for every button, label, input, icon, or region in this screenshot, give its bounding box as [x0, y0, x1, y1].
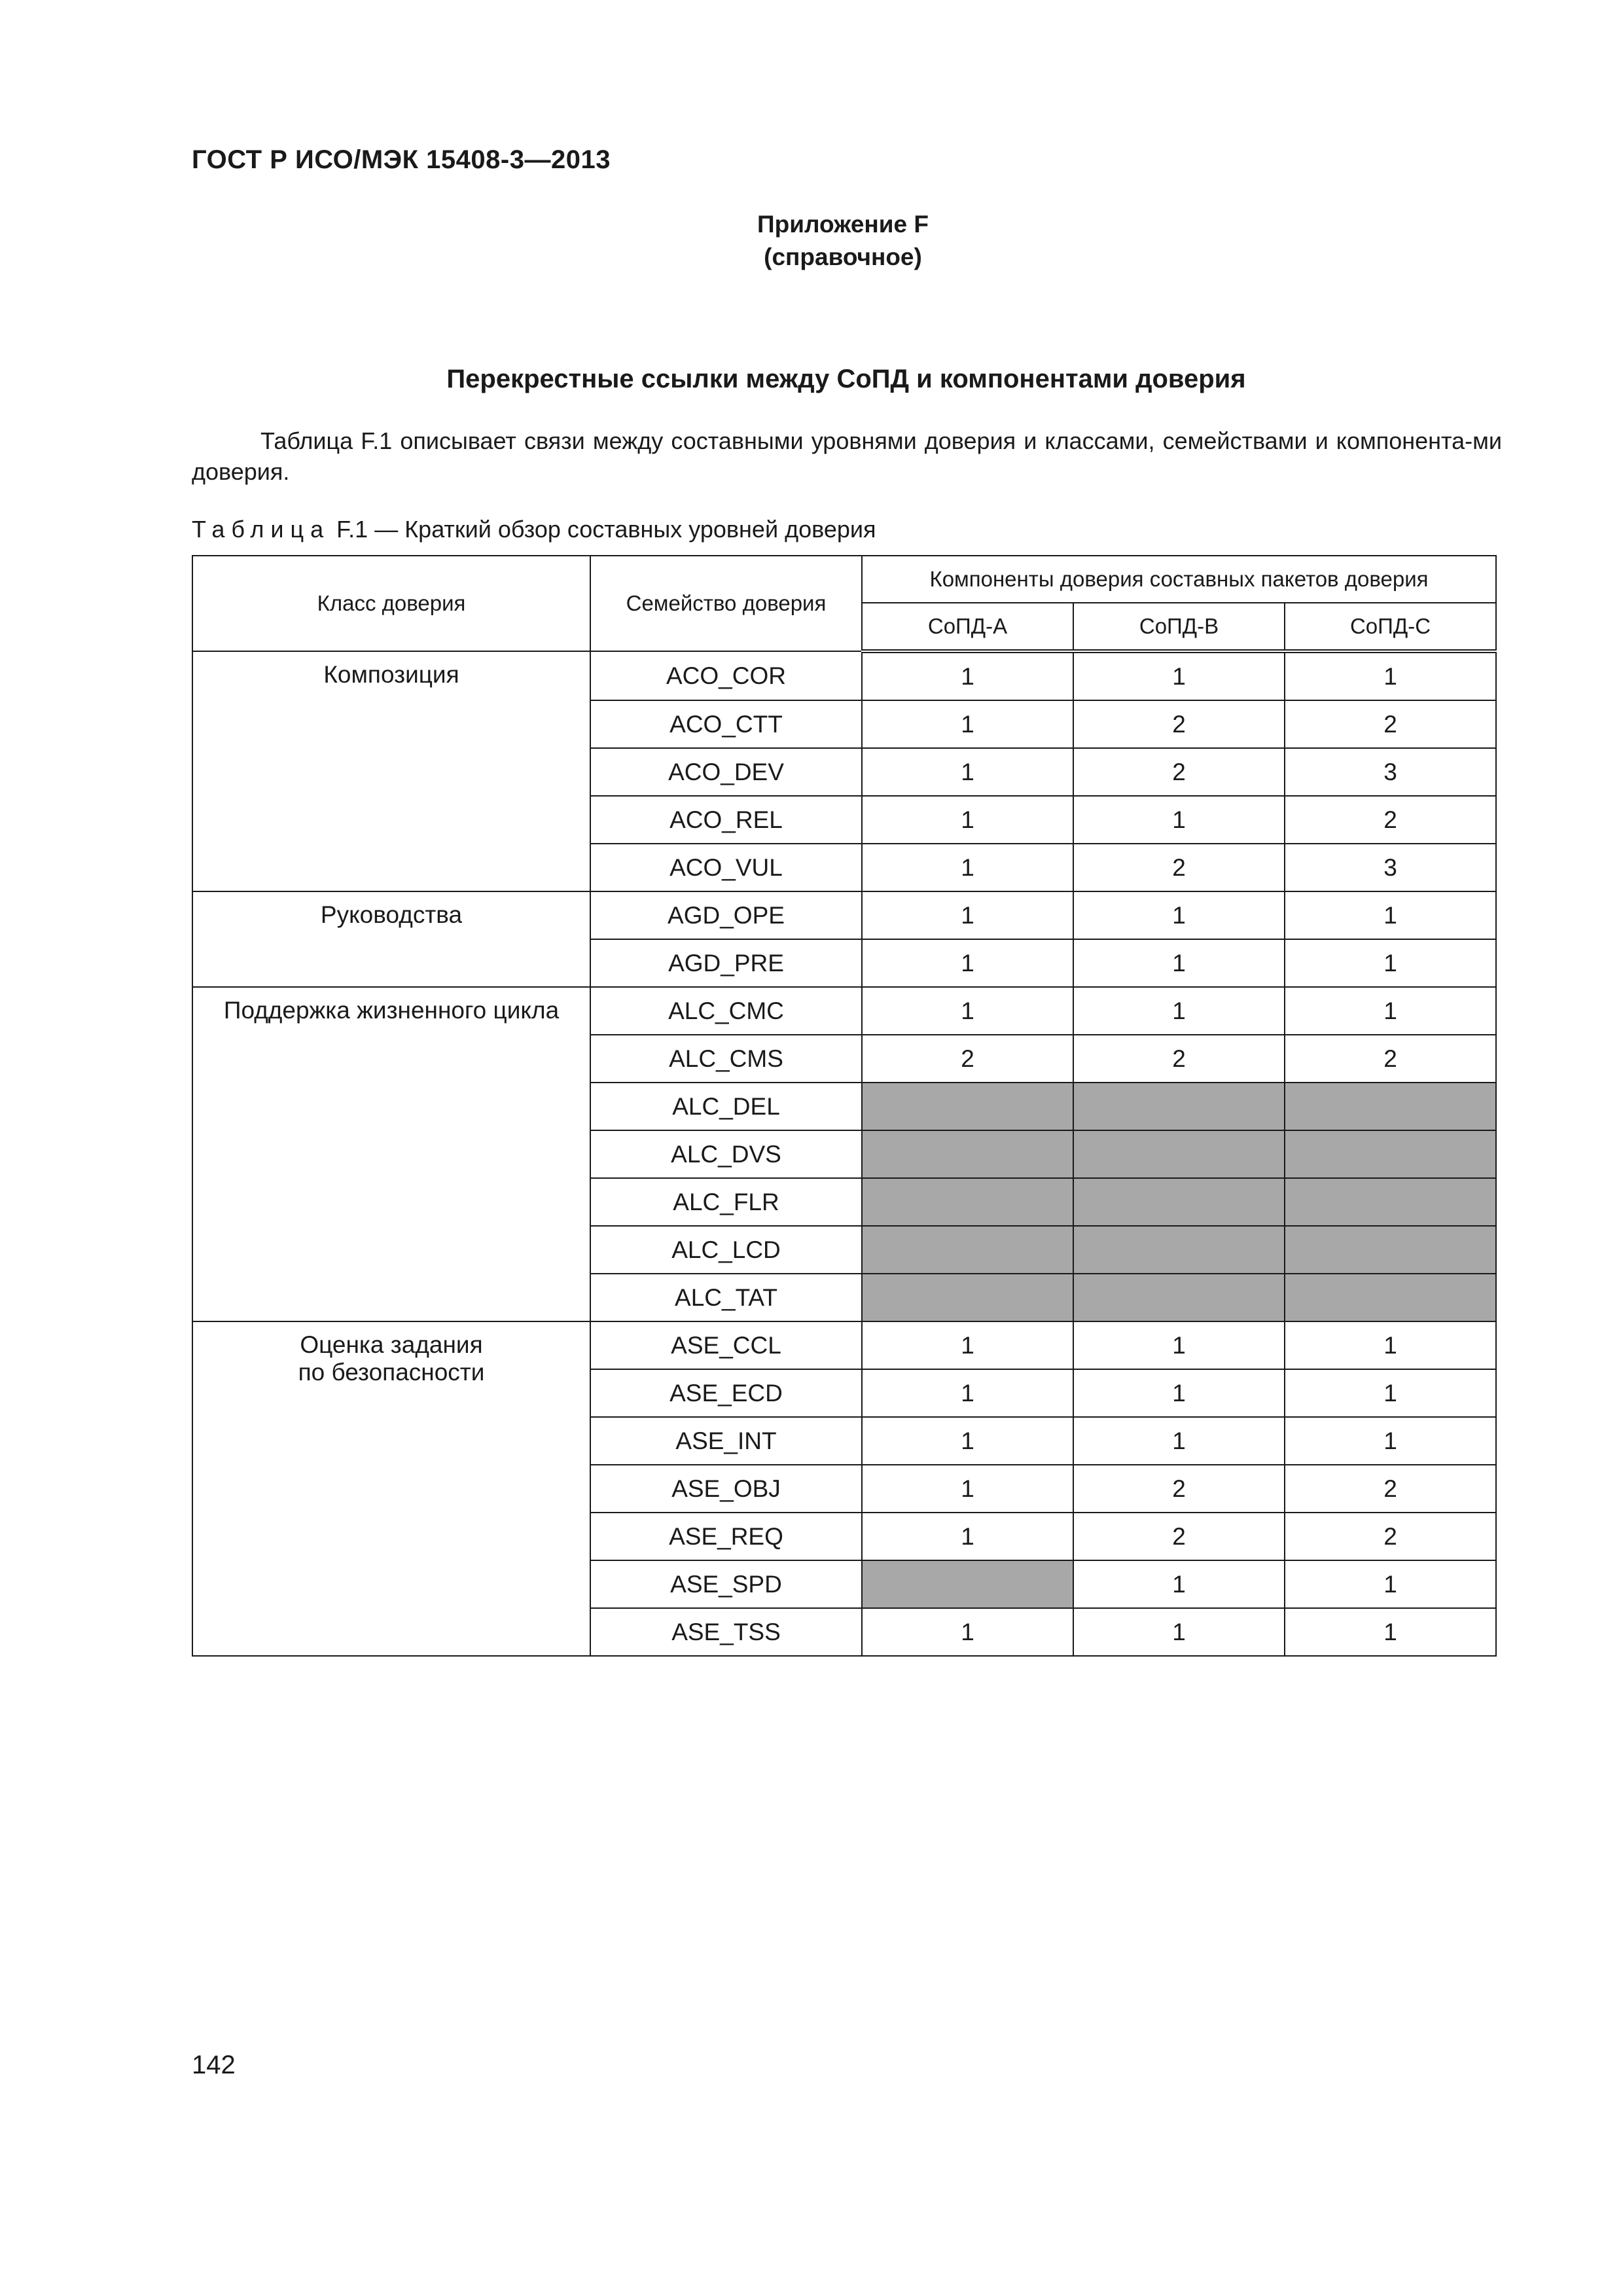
value-cell-c: 3 — [1285, 748, 1496, 796]
value-cell-c: 1 — [1285, 1417, 1496, 1465]
value-cell-b: 1 — [1073, 1608, 1285, 1656]
shaded-cell-a — [862, 1130, 1073, 1178]
shaded-cell-b — [1073, 1274, 1285, 1321]
header-sopd-c: СоПД-С — [1285, 603, 1496, 651]
shaded-cell-c — [1285, 1083, 1496, 1130]
shaded-cell-b — [1073, 1130, 1285, 1178]
value-cell-a: 1 — [862, 796, 1073, 844]
value-cell-c: 1 — [1285, 1321, 1496, 1369]
family-cell: ACO_VUL — [590, 844, 862, 891]
shaded-cell-c — [1285, 1178, 1496, 1226]
family-cell: ASE_OBJ — [590, 1465, 862, 1513]
shaded-cell-c — [1285, 1274, 1496, 1321]
value-cell-c: 1 — [1285, 939, 1496, 987]
value-cell-b: 2 — [1073, 844, 1285, 891]
shaded-cell-a — [862, 1560, 1073, 1608]
family-cell: AGD_OPE — [590, 891, 862, 939]
value-cell-a: 1 — [862, 748, 1073, 796]
family-cell: ALC_DVS — [590, 1130, 862, 1178]
family-cell: AGD_PRE — [590, 939, 862, 987]
value-cell-c: 3 — [1285, 844, 1496, 891]
table-row — [192, 987, 1496, 1035]
value-cell-b: 1 — [1073, 1369, 1285, 1417]
value-cell-c: 1 — [1285, 651, 1496, 700]
annex-kind: (справочное) — [764, 243, 922, 270]
table-row — [192, 651, 1496, 700]
document-code: ГОСТ Р ИСО/МЭК 15408-3—2013 — [192, 145, 611, 174]
assurance-table — [192, 555, 1497, 1657]
value-cell-c: 2 — [1285, 1513, 1496, 1560]
shaded-cell-b — [1073, 1083, 1285, 1130]
value-cell-a: 1 — [862, 1321, 1073, 1369]
family-cell: ASE_ECD — [590, 1369, 862, 1417]
header-sopd-b: СоПД-В — [1073, 603, 1285, 651]
family-cell: ALC_CMC — [590, 987, 862, 1035]
annex-label: Приложение F — [757, 211, 929, 238]
class-cell: Композиция — [192, 651, 590, 891]
family-cell: ACO_REL — [590, 796, 862, 844]
value-cell-b: 2 — [1073, 1513, 1285, 1560]
shaded-cell-b — [1073, 1178, 1285, 1226]
annex-heading — [0, 208, 1623, 274]
value-cell-b: 2 — [1073, 748, 1285, 796]
shaded-cell-a — [862, 1083, 1073, 1130]
value-cell-b: 2 — [1073, 1035, 1285, 1083]
header-sopd-a: СоПД-А — [862, 603, 1073, 651]
value-cell-a: 1 — [862, 891, 1073, 939]
family-cell: ACO_COR — [590, 651, 862, 700]
class-cell: Руководства — [192, 891, 590, 987]
value-cell-a: 1 — [862, 1608, 1073, 1656]
value-cell-b: 1 — [1073, 651, 1285, 700]
value-cell-b: 1 — [1073, 796, 1285, 844]
class-cell: Поддержка жизненного цикла — [192, 987, 590, 1321]
value-cell-a: 2 — [862, 1035, 1073, 1083]
value-cell-b: 1 — [1073, 1321, 1285, 1369]
value-cell-a: 1 — [862, 1369, 1073, 1417]
value-cell-a: 1 — [862, 1417, 1073, 1465]
family-cell: ASE_SPD — [590, 1560, 862, 1608]
value-cell-c: 2 — [1285, 700, 1496, 748]
value-cell-c: 1 — [1285, 891, 1496, 939]
value-cell-b: 1 — [1073, 1417, 1285, 1465]
value-cell-a: 1 — [862, 939, 1073, 987]
value-cell-a: 1 — [862, 844, 1073, 891]
family-cell: ALC_DEL — [590, 1083, 862, 1130]
family-cell: ALC_LCD — [590, 1226, 862, 1274]
family-cell: ASE_INT — [590, 1417, 862, 1465]
table-row — [192, 1321, 1496, 1369]
shaded-cell-c — [1285, 1130, 1496, 1178]
class-cell — [192, 1321, 590, 1656]
family-cell: ASE_TSS — [590, 1608, 862, 1656]
value-cell-c: 2 — [1285, 1465, 1496, 1513]
class-cell-line: Оценка задания — [300, 1331, 483, 1358]
family-cell: ALC_FLR — [590, 1178, 862, 1226]
value-cell-b: 1 — [1073, 987, 1285, 1035]
value-cell-b: 1 — [1073, 891, 1285, 939]
value-cell-c: 2 — [1285, 796, 1496, 844]
table-row — [192, 891, 1496, 939]
table-caption-prefix: Таблица — [192, 516, 330, 543]
family-cell: ALC_CMS — [590, 1035, 862, 1083]
shaded-cell-b — [1073, 1226, 1285, 1274]
value-cell-a: 1 — [862, 987, 1073, 1035]
page-number: 142 — [192, 2051, 236, 2079]
value-cell-b: 2 — [1073, 700, 1285, 748]
value-cell-c: 2 — [1285, 1035, 1496, 1083]
class-cell-line: по безопасности — [298, 1359, 485, 1386]
header-components-group: Компоненты доверия составных пакетов доверия — [862, 556, 1496, 603]
value-cell-c: 1 — [1285, 1369, 1496, 1417]
shaded-cell-a — [862, 1226, 1073, 1274]
value-cell-c: 1 — [1285, 1560, 1496, 1608]
family-cell: ACO_DEV — [590, 748, 862, 796]
family-cell: ACO_CTT — [590, 700, 862, 748]
family-cell: ALC_TAT — [590, 1274, 862, 1321]
value-cell-c: 1 — [1285, 1608, 1496, 1656]
header-class: Класс доверия — [192, 556, 590, 651]
header-family: Семейство доверия — [590, 556, 862, 651]
value-cell-b: 2 — [1073, 1465, 1285, 1513]
value-cell-c: 1 — [1285, 987, 1496, 1035]
table-caption — [192, 516, 876, 543]
value-cell-b: 1 — [1073, 939, 1285, 987]
annex-title: Перекрестные ссылки между СоПД и компонентами доверия — [446, 365, 1246, 393]
shaded-cell-a — [862, 1178, 1073, 1226]
value-cell-a: 1 — [862, 651, 1073, 700]
family-cell: ASE_REQ — [590, 1513, 862, 1560]
value-cell-a: 1 — [862, 1513, 1073, 1560]
shaded-cell-a — [862, 1274, 1073, 1321]
intro-paragraph: Таблица F.1 описывает связи между составными уровнями доверия и классами, семействами и компонента-ми доверия. — [192, 427, 1502, 485]
shaded-cell-c — [1285, 1226, 1496, 1274]
value-cell-a: 1 — [862, 1465, 1073, 1513]
family-cell: ASE_CCL — [590, 1321, 862, 1369]
value-cell-b: 1 — [1073, 1560, 1285, 1608]
table-caption-text: F.1 — Краткий обзор составных уровней доверия — [336, 516, 876, 543]
value-cell-a: 1 — [862, 700, 1073, 748]
